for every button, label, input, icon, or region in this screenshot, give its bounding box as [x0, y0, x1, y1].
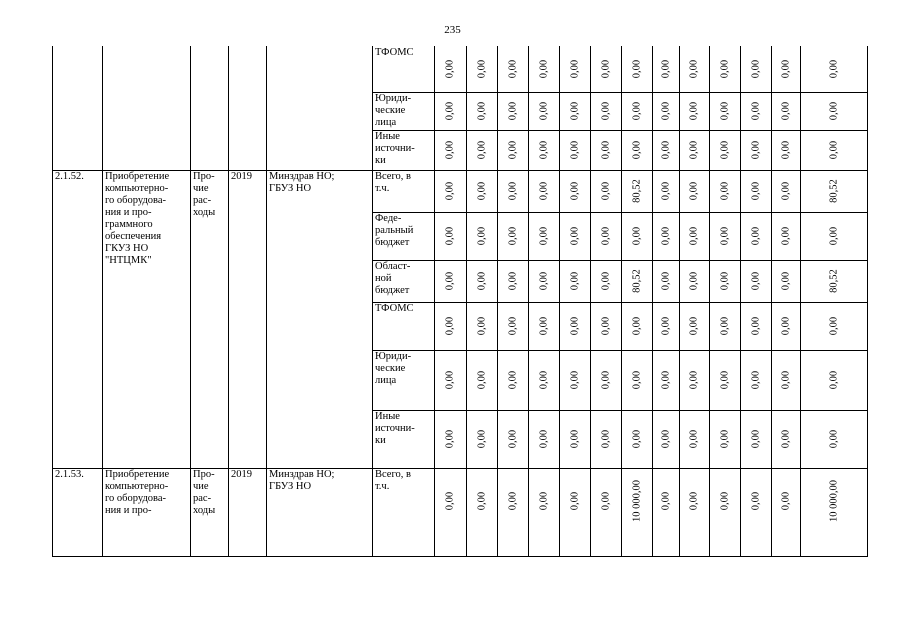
value-cell	[621, 130, 652, 170]
value-cell	[771, 410, 800, 468]
value-text: 0,00	[507, 226, 518, 246]
value-cell	[652, 302, 679, 350]
value-cell	[497, 410, 528, 468]
value-cell	[621, 46, 652, 92]
value-text: 0,00	[507, 491, 518, 511]
value-cell	[709, 260, 740, 302]
value-cell	[771, 350, 800, 410]
value-cell	[679, 468, 709, 534]
value-cell	[621, 350, 652, 410]
value-text: 0,00	[750, 59, 761, 79]
funding-source: Иные источни- ки	[375, 411, 415, 446]
value-text: 10 000,00	[631, 480, 642, 522]
value-text: 0,00	[538, 271, 549, 291]
value-text: 0,00	[719, 491, 730, 511]
value-text: 0,00	[719, 140, 730, 160]
value-text: 0,00	[631, 59, 642, 79]
value-cell	[800, 92, 868, 130]
value-cell	[771, 92, 800, 130]
item-name	[102, 46, 190, 170]
value-cell	[709, 468, 740, 534]
row-code	[52, 46, 102, 170]
value-cell	[466, 302, 497, 350]
executor: Минздрав НО; ГБУЗ НО	[269, 171, 335, 194]
value-cell	[652, 260, 679, 302]
value-text: 0,00	[538, 429, 549, 449]
value-cell	[679, 92, 709, 130]
value-text: 0,00	[719, 101, 730, 121]
value-text: 0,00	[688, 370, 700, 390]
value-cell	[709, 170, 740, 212]
value-cell	[559, 350, 590, 410]
value-text: 0,00	[780, 59, 791, 79]
value-text: 0,00	[750, 101, 761, 121]
table-border	[52, 556, 868, 557]
value-cell	[434, 212, 466, 260]
value-cell	[497, 468, 528, 534]
value-text: 0,00	[476, 370, 487, 390]
value-text: 0,00	[507, 59, 518, 79]
value-text: 0,00	[828, 59, 840, 79]
value-cell	[466, 350, 497, 410]
value-text: 0,00	[660, 271, 671, 291]
value-cell	[434, 468, 466, 534]
value-cell	[497, 212, 528, 260]
value-cell	[800, 130, 868, 170]
value-cell	[771, 46, 800, 92]
value-cell	[800, 468, 868, 534]
value-text: 0,00	[688, 491, 700, 511]
value-text: 0,00	[660, 140, 671, 160]
value-text: 0,00	[828, 316, 840, 336]
executor	[266, 46, 372, 170]
value-cell	[528, 350, 559, 410]
value-cell	[590, 170, 621, 212]
value-cell	[590, 130, 621, 170]
value-text: 0,00	[569, 181, 580, 201]
value-text: 0,00	[569, 429, 580, 449]
funding-source: ТФОМС	[375, 303, 414, 314]
value-cell	[740, 92, 771, 130]
value-text: 0,00	[660, 316, 671, 336]
value-text: 0,00	[507, 271, 518, 291]
value-cell	[559, 92, 590, 130]
value-text: 0,00	[660, 429, 671, 449]
value-cell	[709, 302, 740, 350]
value-cell	[559, 170, 590, 212]
value-text: 0,00	[660, 491, 671, 511]
value-cell	[771, 302, 800, 350]
value-text: 0,00	[631, 101, 642, 121]
row-code: 2.1.52.	[55, 171, 84, 182]
executor: Минздрав НО; ГБУЗ НО	[269, 469, 335, 492]
value-text: 0,00	[631, 370, 642, 390]
value-cell	[497, 92, 528, 130]
value-cell	[800, 350, 868, 410]
value-cell	[434, 130, 466, 170]
value-cell	[590, 46, 621, 92]
value-text: 0,00	[444, 101, 456, 121]
value-cell	[679, 130, 709, 170]
value-text: 0,00	[538, 140, 549, 160]
value-text: 0,00	[600, 59, 611, 79]
value-cell	[740, 46, 771, 92]
funding-source: Всего, в т.ч.	[375, 171, 411, 194]
value-cell	[652, 92, 679, 130]
value-cell	[590, 468, 621, 534]
value-text: 0,00	[688, 316, 700, 336]
value-text: 0,00	[569, 370, 580, 390]
value-cell	[590, 212, 621, 260]
value-text: 0,00	[600, 370, 611, 390]
funding-source: Феде- ральный бюджет	[375, 213, 414, 248]
value-cell	[621, 468, 652, 534]
value-text: 0,00	[750, 429, 761, 449]
value-cell	[497, 130, 528, 170]
value-text: 0,00	[828, 140, 840, 160]
value-text: 0,00	[688, 101, 700, 121]
value-cell	[466, 468, 497, 534]
value-text: 0,00	[476, 271, 487, 291]
value-cell	[800, 46, 868, 92]
value-text: 0,00	[569, 491, 580, 511]
value-cell	[497, 302, 528, 350]
value-text: 0,00	[780, 140, 791, 160]
value-text: 0,00	[538, 226, 549, 246]
value-text: 0,00	[631, 226, 642, 246]
value-text: 0,00	[444, 181, 456, 201]
value-cell	[528, 92, 559, 130]
value-text: 0,00	[719, 226, 730, 246]
value-text: 0,00	[444, 429, 456, 449]
value-text: 0,00	[538, 370, 549, 390]
value-cell	[528, 46, 559, 92]
value-cell	[434, 260, 466, 302]
value-cell	[771, 130, 800, 170]
value-text: 0,00	[828, 101, 840, 121]
value-cell	[740, 130, 771, 170]
value-cell	[652, 170, 679, 212]
value-cell	[559, 130, 590, 170]
value-cell	[740, 212, 771, 260]
value-text: 0,00	[444, 316, 456, 336]
value-cell	[740, 350, 771, 410]
value-text: 0,00	[444, 59, 456, 79]
value-text: 0,00	[750, 226, 761, 246]
value-cell	[621, 212, 652, 260]
value-text: 0,00	[507, 140, 518, 160]
value-cell	[679, 46, 709, 92]
value-cell	[466, 410, 497, 468]
value-text: 0,00	[660, 181, 671, 201]
value-text: 0,00	[688, 59, 700, 79]
value-text: 0,00	[719, 181, 730, 201]
value-text: 0,00	[569, 101, 580, 121]
value-cell	[740, 468, 771, 534]
value-text: 0,00	[444, 271, 456, 291]
value-text: 0,00	[688, 271, 700, 291]
value-text: 0,00	[719, 429, 730, 449]
expense-category: Про- чие рас- ходы	[193, 469, 216, 516]
value-text: 0,00	[476, 226, 487, 246]
value-text: 0,00	[600, 140, 611, 160]
value-text: 0,00	[660, 101, 671, 121]
expense-category	[190, 46, 228, 170]
value-cell	[559, 212, 590, 260]
value-text: 0,00	[719, 59, 730, 79]
value-cell	[652, 410, 679, 468]
value-cell	[652, 350, 679, 410]
value-text: 0,00	[507, 370, 518, 390]
value-text: 0,00	[780, 429, 791, 449]
value-cell	[528, 410, 559, 468]
value-cell	[466, 260, 497, 302]
value-text: 0,00	[688, 429, 700, 449]
year	[228, 46, 266, 170]
value-cell	[679, 212, 709, 260]
value-cell	[800, 170, 868, 212]
funding-source: Област- ной бюджет	[375, 261, 411, 296]
value-cell	[434, 350, 466, 410]
funding-source: ТФОМС	[375, 47, 414, 58]
year: 2019	[231, 171, 252, 182]
value-text: 0,00	[600, 181, 611, 201]
value-text: 0,00	[600, 226, 611, 246]
value-cell	[434, 410, 466, 468]
value-cell	[740, 260, 771, 302]
value-text: 0,00	[631, 316, 642, 336]
value-text: 0,00	[780, 491, 791, 511]
value-text: 0,00	[780, 181, 791, 201]
value-cell	[621, 92, 652, 130]
page-number: 235	[444, 24, 461, 36]
value-cell	[497, 350, 528, 410]
value-cell	[466, 46, 497, 92]
value-text: 0,00	[569, 226, 580, 246]
value-text: 0,00	[538, 59, 549, 79]
value-cell	[652, 130, 679, 170]
value-text: 80,52	[631, 179, 642, 203]
value-text: 0,00	[538, 491, 549, 511]
value-text: 0,00	[631, 429, 642, 449]
value-cell	[679, 410, 709, 468]
value-cell	[709, 46, 740, 92]
value-cell	[497, 46, 528, 92]
value-text: 0,00	[569, 140, 580, 160]
value-cell	[771, 260, 800, 302]
value-cell	[652, 46, 679, 92]
value-text: 0,00	[719, 271, 730, 291]
value-cell	[740, 410, 771, 468]
value-cell	[528, 130, 559, 170]
value-cell	[528, 260, 559, 302]
value-cell	[709, 212, 740, 260]
value-text: 0,00	[538, 101, 549, 121]
value-text: 0,00	[476, 429, 487, 449]
value-cell	[652, 468, 679, 534]
value-cell	[679, 302, 709, 350]
value-text: 0,00	[507, 316, 518, 336]
value-text: 0,00	[444, 140, 456, 160]
value-cell	[497, 260, 528, 302]
funding-source: Всего, в т.ч.	[375, 469, 411, 492]
value-cell	[771, 468, 800, 534]
value-cell	[559, 260, 590, 302]
value-text: 0,00	[780, 271, 791, 291]
row-code: 2.1.53.	[55, 469, 84, 480]
value-text: 0,00	[569, 271, 580, 291]
value-cell	[528, 170, 559, 212]
value-cell	[528, 212, 559, 260]
value-cell	[652, 212, 679, 260]
value-text: 0,00	[444, 491, 456, 511]
value-text: 0,00	[507, 429, 518, 449]
value-cell	[434, 170, 466, 212]
value-cell	[621, 410, 652, 468]
value-cell	[800, 260, 868, 302]
value-cell	[679, 170, 709, 212]
value-text: 0,00	[750, 181, 761, 201]
value-cell	[559, 46, 590, 92]
value-text: 0,00	[600, 491, 611, 511]
value-text: 0,00	[750, 316, 761, 336]
value-text: 0,00	[660, 226, 671, 246]
value-cell	[621, 170, 652, 212]
value-text: 0,00	[569, 59, 580, 79]
value-text: 0,00	[476, 181, 487, 201]
value-cell	[466, 92, 497, 130]
expense-category: Про- чие рас- ходы	[193, 171, 216, 218]
value-text: 0,00	[780, 101, 791, 121]
value-text: 0,00	[688, 140, 700, 160]
value-cell	[466, 212, 497, 260]
value-cell	[466, 130, 497, 170]
value-text: 0,00	[688, 181, 700, 201]
value-text: 0,00	[538, 181, 549, 201]
value-text: 0,00	[507, 181, 518, 201]
value-cell	[434, 92, 466, 130]
funding-source: Юриди- ческие лица	[375, 351, 412, 386]
value-cell	[559, 302, 590, 350]
value-cell	[621, 260, 652, 302]
item-name: Приобретение компьютерно- го оборудова- ния и про- граммного обеспечения ГКУЗ НО "НТЦМК"	[105, 171, 170, 266]
value-cell	[559, 468, 590, 534]
value-text: 0,00	[569, 316, 580, 336]
value-cell	[709, 130, 740, 170]
value-cell	[621, 302, 652, 350]
value-text: 0,00	[780, 226, 791, 246]
value-cell	[590, 350, 621, 410]
value-text: 80,52	[631, 269, 642, 293]
value-text: 0,00	[750, 140, 761, 160]
value-cell	[771, 212, 800, 260]
value-cell	[800, 212, 868, 260]
value-text: 0,00	[538, 316, 549, 336]
value-cell	[740, 302, 771, 350]
value-text: 0,00	[828, 429, 840, 449]
value-text: 0,00	[476, 101, 487, 121]
value-cell	[466, 170, 497, 212]
value-text: 0,00	[750, 491, 761, 511]
value-text: 80,52	[828, 269, 840, 293]
value-text: 0,00	[476, 59, 487, 79]
value-text: 0,00	[600, 101, 611, 121]
value-text: 0,00	[780, 316, 791, 336]
value-text: 0,00	[828, 370, 840, 390]
funding-source: Иные источни- ки	[375, 131, 415, 166]
value-cell	[771, 170, 800, 212]
value-text: 0,00	[750, 271, 761, 291]
funding-source: Юриди- ческие лица	[375, 93, 412, 128]
value-cell	[590, 92, 621, 130]
value-text: 0,00	[476, 140, 487, 160]
value-text: 0,00	[750, 370, 761, 390]
value-text: 10 000,00	[828, 480, 840, 522]
value-cell	[709, 350, 740, 410]
value-text: 0,00	[660, 59, 671, 79]
value-cell	[679, 260, 709, 302]
value-text: 0,00	[476, 491, 487, 511]
value-cell	[679, 350, 709, 410]
year: 2019	[231, 469, 252, 480]
value-text: 0,00	[660, 370, 671, 390]
value-cell	[590, 260, 621, 302]
value-cell	[800, 410, 868, 468]
value-cell	[559, 410, 590, 468]
value-text: 0,00	[600, 429, 611, 449]
value-cell	[497, 170, 528, 212]
value-cell	[590, 410, 621, 468]
value-cell	[709, 410, 740, 468]
value-text: 0,00	[828, 226, 840, 246]
value-text: 0,00	[444, 370, 456, 390]
value-text: 80,52	[828, 179, 840, 203]
value-text: 0,00	[631, 140, 642, 160]
value-cell	[528, 302, 559, 350]
value-cell	[434, 302, 466, 350]
item-name: Приобретение компьютерно- го оборудова- ния и про-	[105, 469, 170, 516]
value-text: 0,00	[780, 370, 791, 390]
value-text: 0,00	[719, 316, 730, 336]
value-text: 0,00	[688, 226, 700, 246]
value-cell	[800, 302, 868, 350]
value-text: 0,00	[444, 226, 456, 246]
value-text: 0,00	[476, 316, 487, 336]
value-cell	[528, 468, 559, 534]
budget-table	[52, 46, 868, 557]
value-text: 0,00	[600, 271, 611, 291]
value-text: 0,00	[600, 316, 611, 336]
value-cell	[709, 92, 740, 130]
value-cell	[740, 170, 771, 212]
value-cell	[590, 302, 621, 350]
value-cell	[434, 46, 466, 92]
value-text: 0,00	[507, 101, 518, 121]
value-text: 0,00	[719, 370, 730, 390]
